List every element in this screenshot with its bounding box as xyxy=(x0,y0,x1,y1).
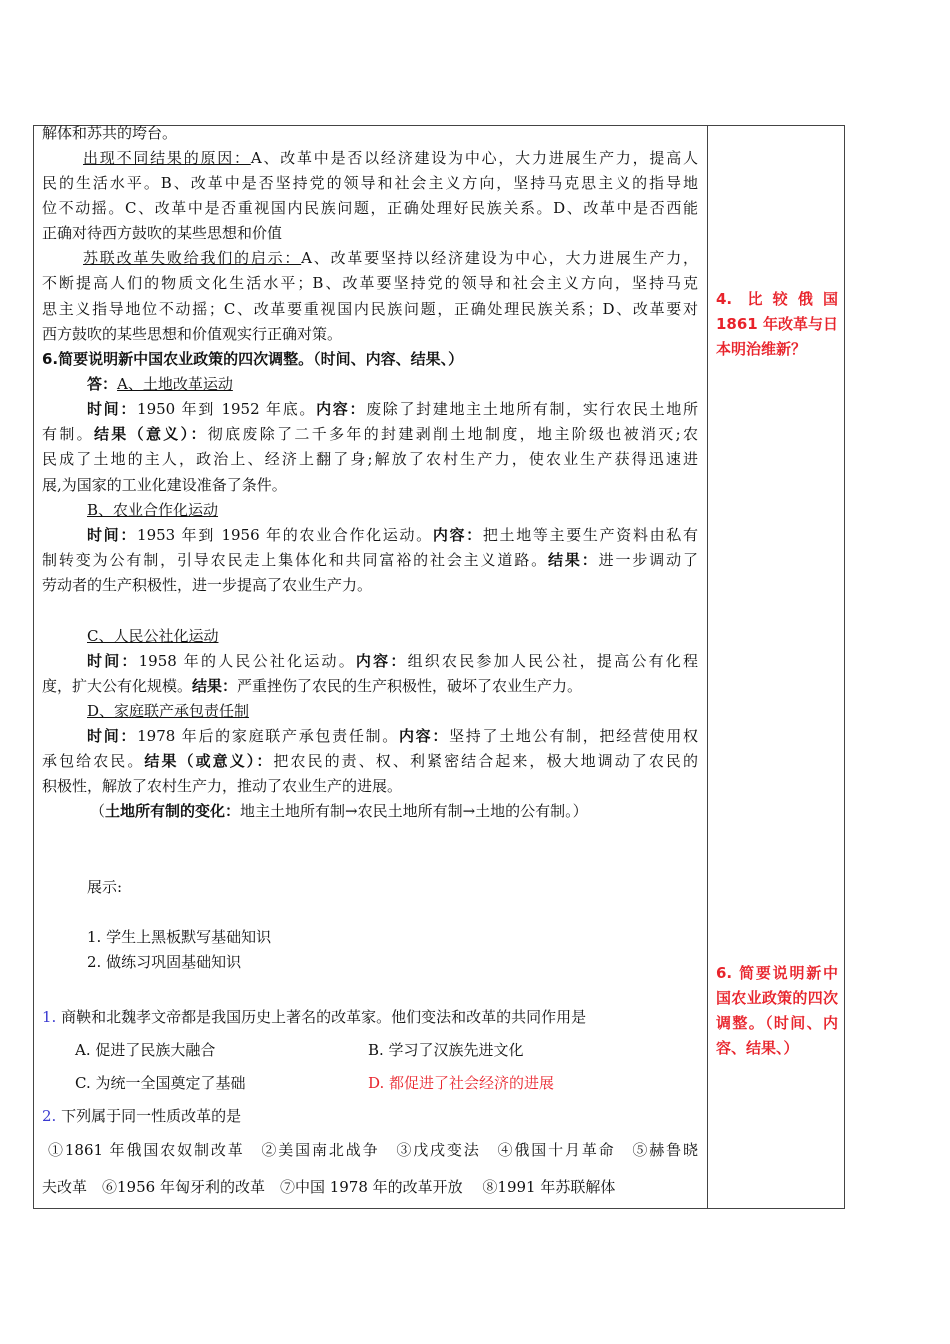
text-segment: 位不动摇。C、改革中是否重视国内民族问题，正确处理好民族关系。D、改革中是否西能 xyxy=(42,199,698,217)
text-segment: A、改革要坚持以经济建设为中心，大力进展生产力， xyxy=(301,249,698,267)
text-line xyxy=(90,801,588,821)
bold-label: 时间： xyxy=(87,526,138,544)
text-segment: B. 学习了汉族先进文化 xyxy=(368,1041,524,1059)
text-line xyxy=(42,1007,586,1027)
underlined-heading: D、家庭联产承包责任制 xyxy=(87,702,250,720)
text-segment: 积极性，解放了农村生产力，推动了农业生产的进展。 xyxy=(42,777,403,795)
text-line xyxy=(42,299,698,319)
bold-label: 内容： xyxy=(355,652,408,670)
underlined-heading: 苏联改革失败给我们的启示： xyxy=(83,249,302,267)
text-segment: 商鞅和北魏孝文帝都是我国历史上著名的改革家。他们变法和改革的共同作用是 xyxy=(56,1008,587,1026)
text-line xyxy=(87,399,698,419)
text-line xyxy=(83,248,698,268)
text-line xyxy=(42,1106,241,1126)
text-segment: 严重挫伤了农民的生产积极性，破坏了农业生产力。 xyxy=(237,677,583,695)
text-segment: A. 促进了民族大融合 xyxy=(75,1041,216,1059)
underlined-heading: C、人民公社化运动 xyxy=(87,627,219,645)
text-line xyxy=(87,952,241,972)
text-segment: 制转变为公有制，引导农民走上集体化和共同富裕的社会主义道路。 xyxy=(42,551,549,569)
side-note-question-4: 4. 比较俄国 1861 年改革与日本明治维新？ xyxy=(716,290,838,358)
text-line xyxy=(42,424,698,444)
bold-label: 结果： xyxy=(548,551,599,569)
text-line xyxy=(87,927,271,947)
text-line xyxy=(87,651,698,671)
text-segment: 民成了土地的主人，政治上、经济上翻了身;解放了农村生产力，使农业生产获得迅速进 xyxy=(42,450,698,468)
text-segment: 劳动者的生产积极性，进一步提高了农业生产力。 xyxy=(42,576,373,594)
text-segment: 夫改革 ⑥1956 年匈牙利的改革 ⑦中国 1978 年的改革开放 ⑧1991 年苏联解体 xyxy=(42,1178,616,1196)
text-line xyxy=(75,1073,245,1093)
text-segment: 地主土地所有制→农民土地所有制→土地的公有制。） xyxy=(240,802,588,820)
text-segment: 进一步调动了 xyxy=(598,551,698,569)
text-segment: 1. 学生上黑板默写基础知识 xyxy=(87,928,272,946)
text-line xyxy=(48,1140,698,1160)
text-segment: 1978 年后的家庭联产承包责任制。 xyxy=(137,727,399,745)
text-segment: 1950 年到 1952 年底。 xyxy=(137,400,317,418)
text-line xyxy=(42,198,698,218)
text-line xyxy=(87,877,122,897)
text-line xyxy=(42,475,287,495)
underlined-heading: 出现不同结果的原因： xyxy=(83,149,251,167)
text-segment: 下列属于同一性质改革的是 xyxy=(56,1107,242,1125)
bold-label: 时间： xyxy=(87,727,138,745)
text-segment: C. 为统一全国奠定了基础 xyxy=(75,1074,246,1092)
column-divider xyxy=(707,125,708,1209)
text-segment: 把农民的责、权、利紧密结合起来，极大地调动了农民的 xyxy=(273,752,698,770)
text-segment: 思主义指导地位不动摇；C、改革要重视国内民族问题，正确处理民族关系；D、改革要对 xyxy=(42,300,698,318)
bold-label: 土地所有制的变化： xyxy=(105,802,241,820)
text-line xyxy=(42,676,582,696)
underlined-heading: B、农业合作化运动 xyxy=(87,501,219,519)
text-line xyxy=(42,550,698,570)
text-segment: D. 都促进了社会经济的进展 xyxy=(368,1074,555,1092)
text-segment: 不断提高人们的物质文化生活水平；B、改革要坚持党的领导和社会主义方向，坚持马克 xyxy=(42,274,698,292)
text-line xyxy=(87,626,218,646)
text-line xyxy=(42,575,372,595)
text-line xyxy=(42,123,177,143)
text-segment: 坚持了土地公有制，把经营使用权 xyxy=(449,727,698,745)
text-line xyxy=(87,374,233,394)
text-segment: 展,为国家的工业化建设准备了条件。 xyxy=(42,476,287,494)
text-segment: 承包给农民。 xyxy=(42,752,145,770)
text-line xyxy=(42,1177,615,1197)
text-segment: 展示: xyxy=(87,878,123,896)
underlined-heading: A、土地改革运动 xyxy=(117,375,233,393)
text-line xyxy=(42,776,402,796)
text-segment: 正确对待西方鼓吹的某些思想和价值 xyxy=(42,224,283,242)
side-note-question-6: 6. 简要说明新中国农业政策的四次调整。（时间、内容、结果、） xyxy=(716,964,838,1057)
text-line xyxy=(83,148,698,168)
text-line xyxy=(87,500,218,520)
text-line xyxy=(75,1040,215,1060)
text-line xyxy=(42,273,698,293)
text-segment: 有制。 xyxy=(42,425,94,443)
text-segment: 1958 年的人民公社化运动。 xyxy=(138,652,356,670)
bold-label: 时间： xyxy=(87,652,139,670)
bold-label: 结果（意义）： xyxy=(93,425,208,443)
text-segment: 把土地等主要生产资料由私有 xyxy=(482,526,698,544)
text-segment: A、改革中是否以经济建设为中心，大力进展生产力，提高人 xyxy=(250,149,698,167)
text-line xyxy=(42,449,698,469)
text-segment: 1. xyxy=(42,1008,57,1026)
text-line xyxy=(42,349,463,369)
bold-label: 时间： xyxy=(87,400,138,418)
bold-label: 内容： xyxy=(432,526,483,544)
bold-label: 6.简要说明新中国农业政策的四次调整。（时间、内容、结果、） xyxy=(42,350,464,368)
text-line xyxy=(87,701,249,721)
text-segment: 1953 年到 1956 年的农业合作化运动。 xyxy=(137,526,433,544)
bold-label: 内容： xyxy=(316,400,367,418)
bold-label: 内容： xyxy=(398,727,450,745)
text-line xyxy=(87,726,698,746)
text-segment: 2. 做练习巩固基础知识 xyxy=(87,953,242,971)
text-segment: 民的生活水平。B、改革中是否坚持党的领导和社会主义方向，坚持马克思主义的指导地 xyxy=(42,174,698,192)
bold-label: 结果： xyxy=(192,677,238,695)
text-line xyxy=(42,751,698,771)
text-line xyxy=(42,173,698,193)
bold-label: 答： xyxy=(87,375,118,393)
text-segment: 解体和苏共的垮台。 xyxy=(42,124,178,142)
text-segment: 组织农民参加人民公社，提高公有化程 xyxy=(407,652,698,670)
bold-label: 结果（或意义）： xyxy=(144,752,274,770)
text-line xyxy=(368,1073,554,1093)
text-segment: 西方鼓吹的某些思想和价值观实行正确对策。 xyxy=(42,325,343,343)
text-segment: （ xyxy=(90,802,106,820)
text-segment: ①1861 年俄国农奴制改革 ②美国南北战争 ③戊戌变法 ④俄国十月革命 ⑤赫鲁晓 xyxy=(48,1141,698,1159)
text-segment: 废除了封建地主土地所有制，实行农民土地所 xyxy=(366,400,698,418)
text-line xyxy=(42,324,342,344)
text-segment: 2. xyxy=(42,1107,57,1125)
text-segment: 彻底废除了二千多年的封建剥削土地制度，地主阶级也被消灭;农 xyxy=(207,425,698,443)
text-line xyxy=(368,1040,524,1060)
text-segment: 度，扩大公有化规模。 xyxy=(42,677,193,695)
text-line xyxy=(87,525,698,545)
text-line xyxy=(42,223,282,243)
